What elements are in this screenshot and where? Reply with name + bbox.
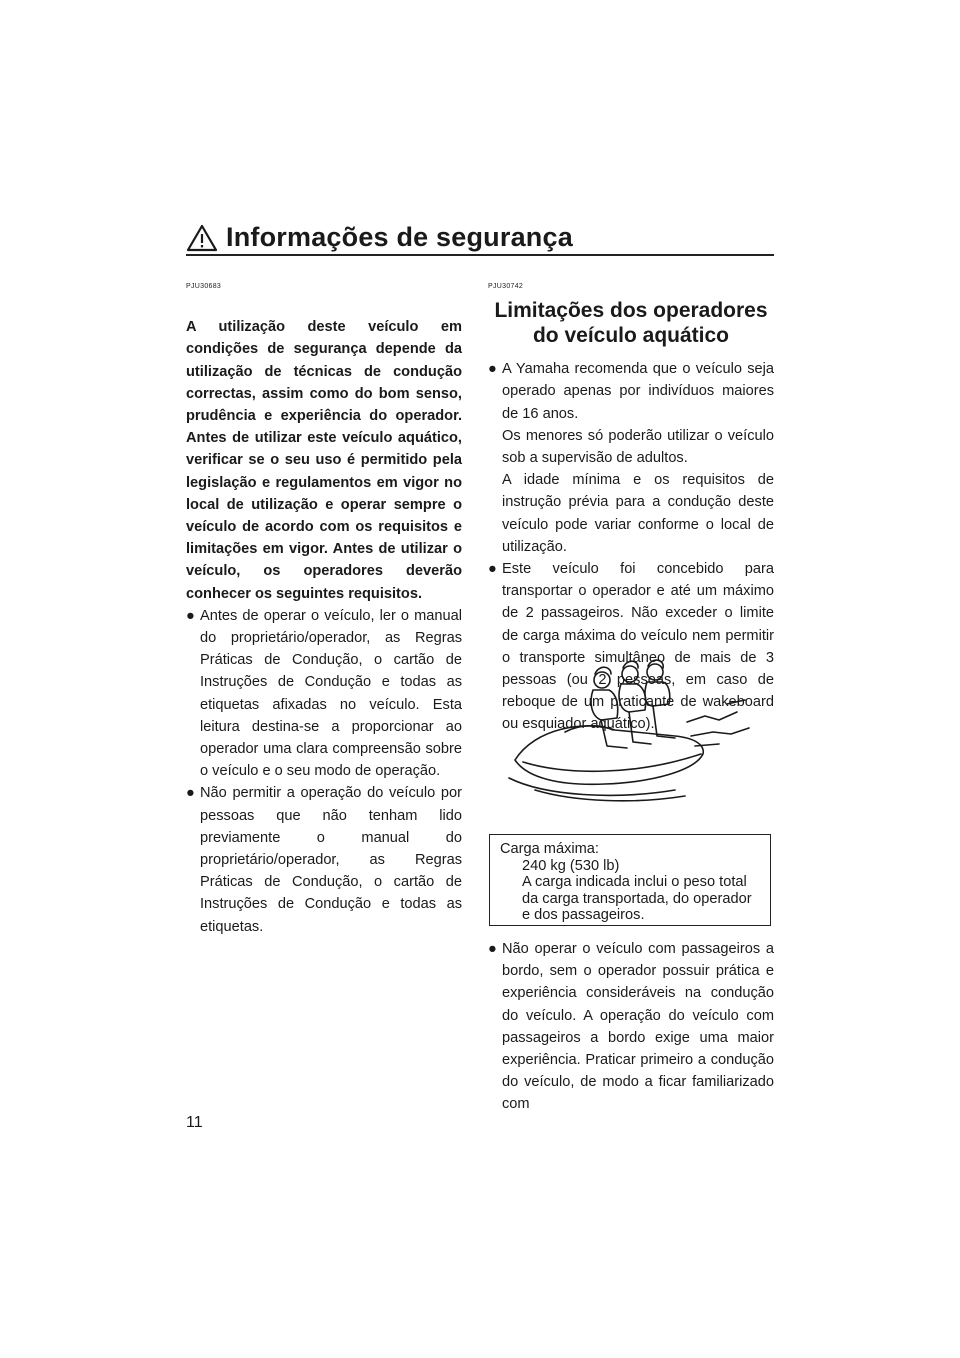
reference-code: PJU30742 [488, 283, 524, 290]
warning-triangle-icon [186, 223, 218, 253]
list-item: ● Antes de operar o veículo, ler o manual do proprietário/operador, as Regras Práticas de Condução, o cartão de Instruções de Condução e todas as etiquetas afixadas no veículo. Esta leitura destina-se a proporcionar ao operador uma clara compreensão sobre o veículo e o seu modo de operação. [186, 605, 462, 783]
bullet-icon: ● [488, 941, 497, 957]
page-title: Informações de segurança [226, 222, 573, 252]
left-column [186, 276, 462, 938]
spec-value: 240 kg (530 lb) [522, 857, 620, 874]
watercraft-illustration [505, 650, 755, 810]
bullet-icon: ● [488, 561, 497, 578]
spec-label: Carga máxima: [500, 841, 599, 857]
intro-paragraph: A utilização deste veículo em condições de segurança depende da utilização de técnicas de condução correctas, assim como do bom senso, prudência e experiência do operador. Antes de utilizar este veículo aquático, verificar se o seu uso é permitido pela legislação e regulamentos em vigor no local de utilização e operar sempre o veículo de acordo com os requisitos e limitações em vigor. Antes de utilizar o veículo, os operadores deverão conhecer os seguintes requisitos. [186, 319, 462, 602]
list-item: ● Não operar o veículo com passageiros a bordo, sem o operador possuir prática e experiência consideráveis na condução do veículo. A operação do veículo com passageiros a bordo exige uma maior experiência. Praticar primeiro a condução do veículo, de modo a ficar familiarizado com [488, 938, 774, 1116]
bullet-icon: ● [186, 785, 195, 802]
header-rule [186, 254, 774, 256]
reference-code: PJU30683 [186, 283, 222, 290]
list-item: ● Este veículo foi concebido para transportar o operador e até um máximo de 2 passageiros. Não exceder o limite de carga máxima do veículo nem permitir o transporte simultâneo de mais de 3 pessoas (ou 2 pessoas, em caso de reboque de um praticante de wakeboard ou esquiador aquático). [488, 558, 774, 736]
spec-note: A carga indicada inclui o peso total da carga transportada, do operador e dos passageiros. [522, 874, 752, 923]
limitations-list-continued [488, 938, 774, 1116]
bullet-icon: ● [488, 361, 497, 378]
max-load-spec-box [489, 834, 771, 926]
page-number: 11 [186, 1114, 203, 1131]
bullet-icon: ● [186, 607, 195, 624]
list-item: ● Não permitir a operação do veículo por pessoas que não tenham lido previamente o manual do proprietário/operador, as Regras Práticas de Condução, o cartão de Instruções de Condução e todas as etiquetas. [186, 782, 462, 937]
list-item: ● A Yamaha recomenda que o veículo seja operado apenas por indivíduos maiores de 16 anos. Os menores só poderão utilizar o veículo sob a supervisão de adultos. A idade mínima e os requisitos de instrução prévia para a condução deste veículo pode variar conforme o local de utilização. [488, 358, 774, 558]
section-title: Limitações dos operadores do veículo aquático [494, 299, 768, 348]
requirements-list [186, 605, 462, 938]
page-header [186, 222, 573, 253]
